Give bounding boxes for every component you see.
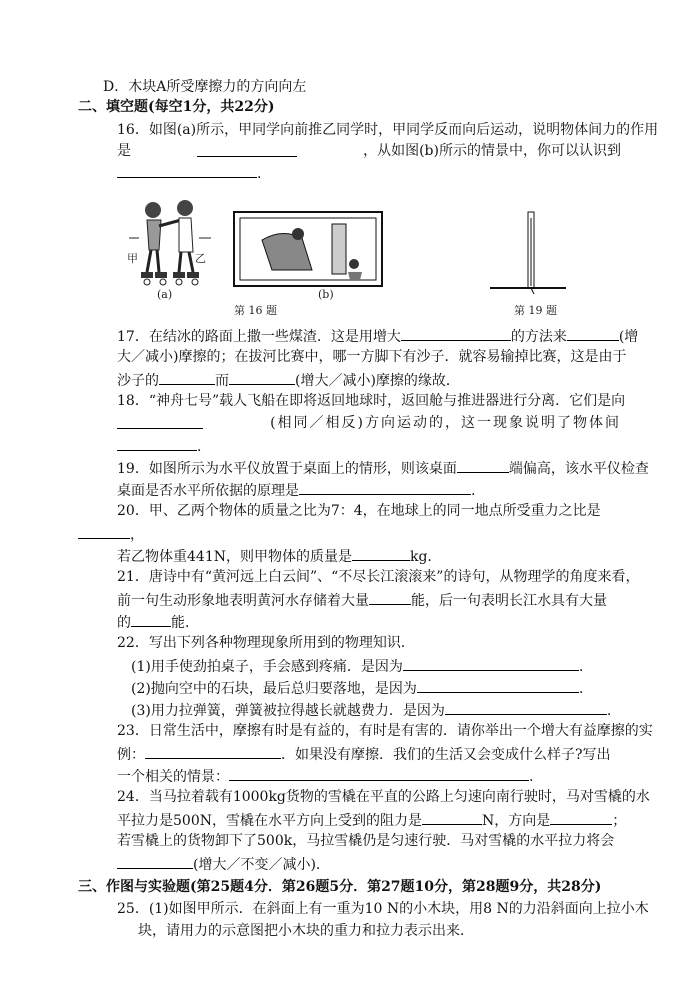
q21-text-3: 能，后一句表明长江水具有大量 bbox=[411, 593, 607, 609]
q22-item-2-text: (2)抛向空中的石块，最后总归要落地，是因为 bbox=[131, 681, 417, 697]
q23-period: . bbox=[529, 769, 534, 785]
q17-blank-2[interactable] bbox=[567, 326, 619, 341]
q21-blank-2[interactable] bbox=[131, 612, 171, 627]
q21-text-2: 前一句生动形象地表明黄河水存储着大量 bbox=[117, 593, 369, 609]
q25-line2: 块，请用力的示意图把小木块的重力和拉力表示出来． bbox=[138, 923, 474, 939]
q22-item-1 bbox=[131, 656, 583, 676]
q22-blank-1[interactable] bbox=[403, 656, 579, 671]
q19-blank-2[interactable] bbox=[299, 480, 471, 495]
q16-text-shi: 是 bbox=[117, 143, 131, 159]
section-2-heading: 二、填空题(每空1分，共22分) bbox=[78, 99, 275, 115]
q17-text-3: (增 bbox=[618, 329, 639, 345]
q24-blank-3[interactable] bbox=[117, 854, 193, 869]
q18-blank-2[interactable] bbox=[117, 436, 197, 451]
q18-line3 bbox=[117, 436, 201, 456]
q17-blank-4[interactable] bbox=[229, 370, 295, 385]
q24-blank-1[interactable] bbox=[422, 810, 482, 825]
q17-blank-3[interactable] bbox=[159, 370, 215, 385]
q24-text-2: 平拉力是500N，雪橇在水平方向上受到的阻力是 bbox=[117, 813, 422, 829]
q17-blank-1[interactable] bbox=[401, 326, 511, 341]
q23-blank-1[interactable] bbox=[145, 744, 281, 759]
q18-line2 bbox=[117, 414, 621, 432]
q22-line1: 22．写出下列各种物理现象所用到的物理知识． bbox=[117, 635, 415, 651]
q19-text-3: 桌面是否水平所依据的原理是 bbox=[117, 483, 299, 499]
q23-text-3: ．如果没有摩擦．我们的生活又会变成什么样子?写出 bbox=[281, 747, 611, 763]
q21-line2 bbox=[117, 590, 607, 610]
q17-line2: 大／减小)摩擦的；在拔河比赛中，哪一方脚下有沙子．就容易输掉比赛，这是由于 bbox=[117, 349, 627, 365]
q24-line2 bbox=[117, 810, 626, 830]
q17-line1 bbox=[117, 326, 638, 346]
q17-text-1: 17．在结冰的路面上撒一些煤渣．这是用增大 bbox=[117, 329, 401, 345]
q19-text-2: 端偏高，该水平仪检查 bbox=[508, 461, 649, 477]
figure-16b-boats bbox=[232, 210, 384, 290]
q19-line1 bbox=[117, 458, 649, 478]
q24-text-6: (增大／不变／减小)． bbox=[193, 857, 330, 873]
q23-blank-2[interactable] bbox=[229, 766, 529, 781]
q16-line2 bbox=[117, 142, 621, 160]
q22-blank-2[interactable] bbox=[417, 678, 579, 693]
q22-item-3-text: (3)用力拉弹簧，弹簧被拉得越长就越费力．是因为 bbox=[131, 703, 445, 719]
q22-period-3: . bbox=[606, 703, 612, 719]
q20-blank-2[interactable] bbox=[352, 546, 410, 561]
q19-line2 bbox=[117, 480, 475, 500]
q18-line1: 18．“神舟七号”载人飞船在即将返回地球时，返回舱与推进器进行分离．它们是向 bbox=[117, 393, 626, 409]
q20-text-2: 若乙物体重441N，则甲物体的质量是 bbox=[117, 549, 352, 565]
q22-period-1: . bbox=[578, 659, 584, 675]
q18-text-2: (相同／相反)方向运动的，这一现象说明了物体间 bbox=[270, 415, 621, 431]
q21-text-5: 能． bbox=[171, 615, 199, 631]
q23-text-4: 一个相关的情景： bbox=[117, 769, 229, 785]
q16-text-2: ，从如图(b)所示的情景中，你可以认识到 bbox=[363, 143, 621, 159]
figure-label-yi: 乙 bbox=[195, 252, 206, 265]
q22-item-1-text: (1)用手使劲拍桌子，手会感到疼痛．是因为 bbox=[131, 659, 403, 675]
q16-blank-2[interactable] bbox=[117, 163, 257, 178]
figure-label-a: (a) bbox=[157, 288, 173, 301]
q16-line3 bbox=[117, 163, 261, 183]
q16-blank-1[interactable] bbox=[197, 142, 297, 157]
q24-line4 bbox=[117, 854, 330, 874]
q23-line3 bbox=[117, 766, 533, 786]
q23-line2 bbox=[117, 744, 611, 764]
q21-blank-1[interactable] bbox=[369, 590, 411, 605]
q24-text-3: N，方向是 bbox=[481, 813, 551, 829]
q16-period: . bbox=[257, 166, 262, 182]
q21-line3 bbox=[117, 612, 199, 632]
q19-period: . bbox=[471, 483, 476, 499]
figure-label-jia: 甲 bbox=[127, 252, 138, 265]
q23-line1: 23．日常生活中，摩擦有时是有益的，有时是有害的．请你举出一个增大有益摩擦的实 bbox=[117, 723, 653, 739]
q20-blank-1[interactable] bbox=[78, 524, 130, 539]
q17-text-5: 而 bbox=[215, 373, 229, 389]
q20-line3 bbox=[117, 546, 432, 566]
q22-blank-3[interactable] bbox=[445, 700, 607, 715]
q22-period-2: . bbox=[578, 681, 584, 697]
q19-text-1: 19．如图所示为水平仪放置于桌面上的情形，则该桌面 bbox=[117, 461, 457, 477]
figure-16a-pushing bbox=[125, 190, 215, 295]
q20-line1: 20．甲、乙两个物体的质量之比为7：4，在地球上的同一地点所受重力之比是 bbox=[117, 503, 601, 519]
q22-item-2 bbox=[131, 678, 583, 698]
figure-caption-16: 第 16 题 bbox=[234, 304, 277, 317]
option-d: D．木块A所受摩擦力的方向向左 bbox=[103, 79, 307, 95]
q19-blank-1[interactable] bbox=[457, 458, 509, 473]
figure-19-level bbox=[488, 208, 568, 298]
q24-text-4: ； bbox=[612, 813, 627, 829]
section-3-heading: 三、作图与实验题(第25题4分．第26题5分．第27题10分，第28题9分，共28分) bbox=[78, 879, 602, 895]
q20-line2 bbox=[78, 524, 144, 544]
q18-period: . bbox=[197, 439, 202, 455]
figure-caption-19: 第 19 题 bbox=[514, 304, 557, 317]
q24-line1: 24．当马拉着载有1000kg货物的雪橇在平直的公路上匀速向南行驶时，马对雪橇的水 bbox=[117, 789, 650, 805]
q22-item-3 bbox=[131, 700, 611, 720]
q21-line1: 21．唐诗中有“黄河远上白云间”、“不尽长江滚滚来”的诗句，从物理学的角度来看， bbox=[117, 569, 640, 585]
q20-text-3: kg. bbox=[409, 549, 432, 565]
q17-text-6: (增大／减小)摩擦的缘故． bbox=[295, 373, 460, 389]
q24-blank-2[interactable] bbox=[550, 810, 612, 825]
figure-label-b: (b) bbox=[318, 288, 334, 301]
q16-line1: 16．如图(a)所示，甲同学向前推乙同学时，甲同学反而向后运动，说明物体间力的作用 bbox=[117, 122, 659, 138]
q17-line3 bbox=[117, 370, 460, 390]
q25-line1: 25．(1)如图甲所示．在斜面上有一重为10 N的小木块，用8 N的力沿斜面向上拉小木 bbox=[117, 901, 649, 917]
q23-text-2: 例： bbox=[117, 747, 145, 763]
q20-comma: ， bbox=[130, 527, 144, 543]
q17-text-2: 的方法来 bbox=[510, 329, 567, 345]
q21-text-4: 的 bbox=[117, 615, 131, 631]
q24-line3: 若雪橇上的货物卸下了500k，马拉雪橇仍是匀速行驶．马对雪橇的水平拉力将会 bbox=[117, 833, 615, 849]
q17-text-4: 沙子的 bbox=[117, 373, 159, 389]
q18-blank-1[interactable] bbox=[117, 414, 203, 429]
